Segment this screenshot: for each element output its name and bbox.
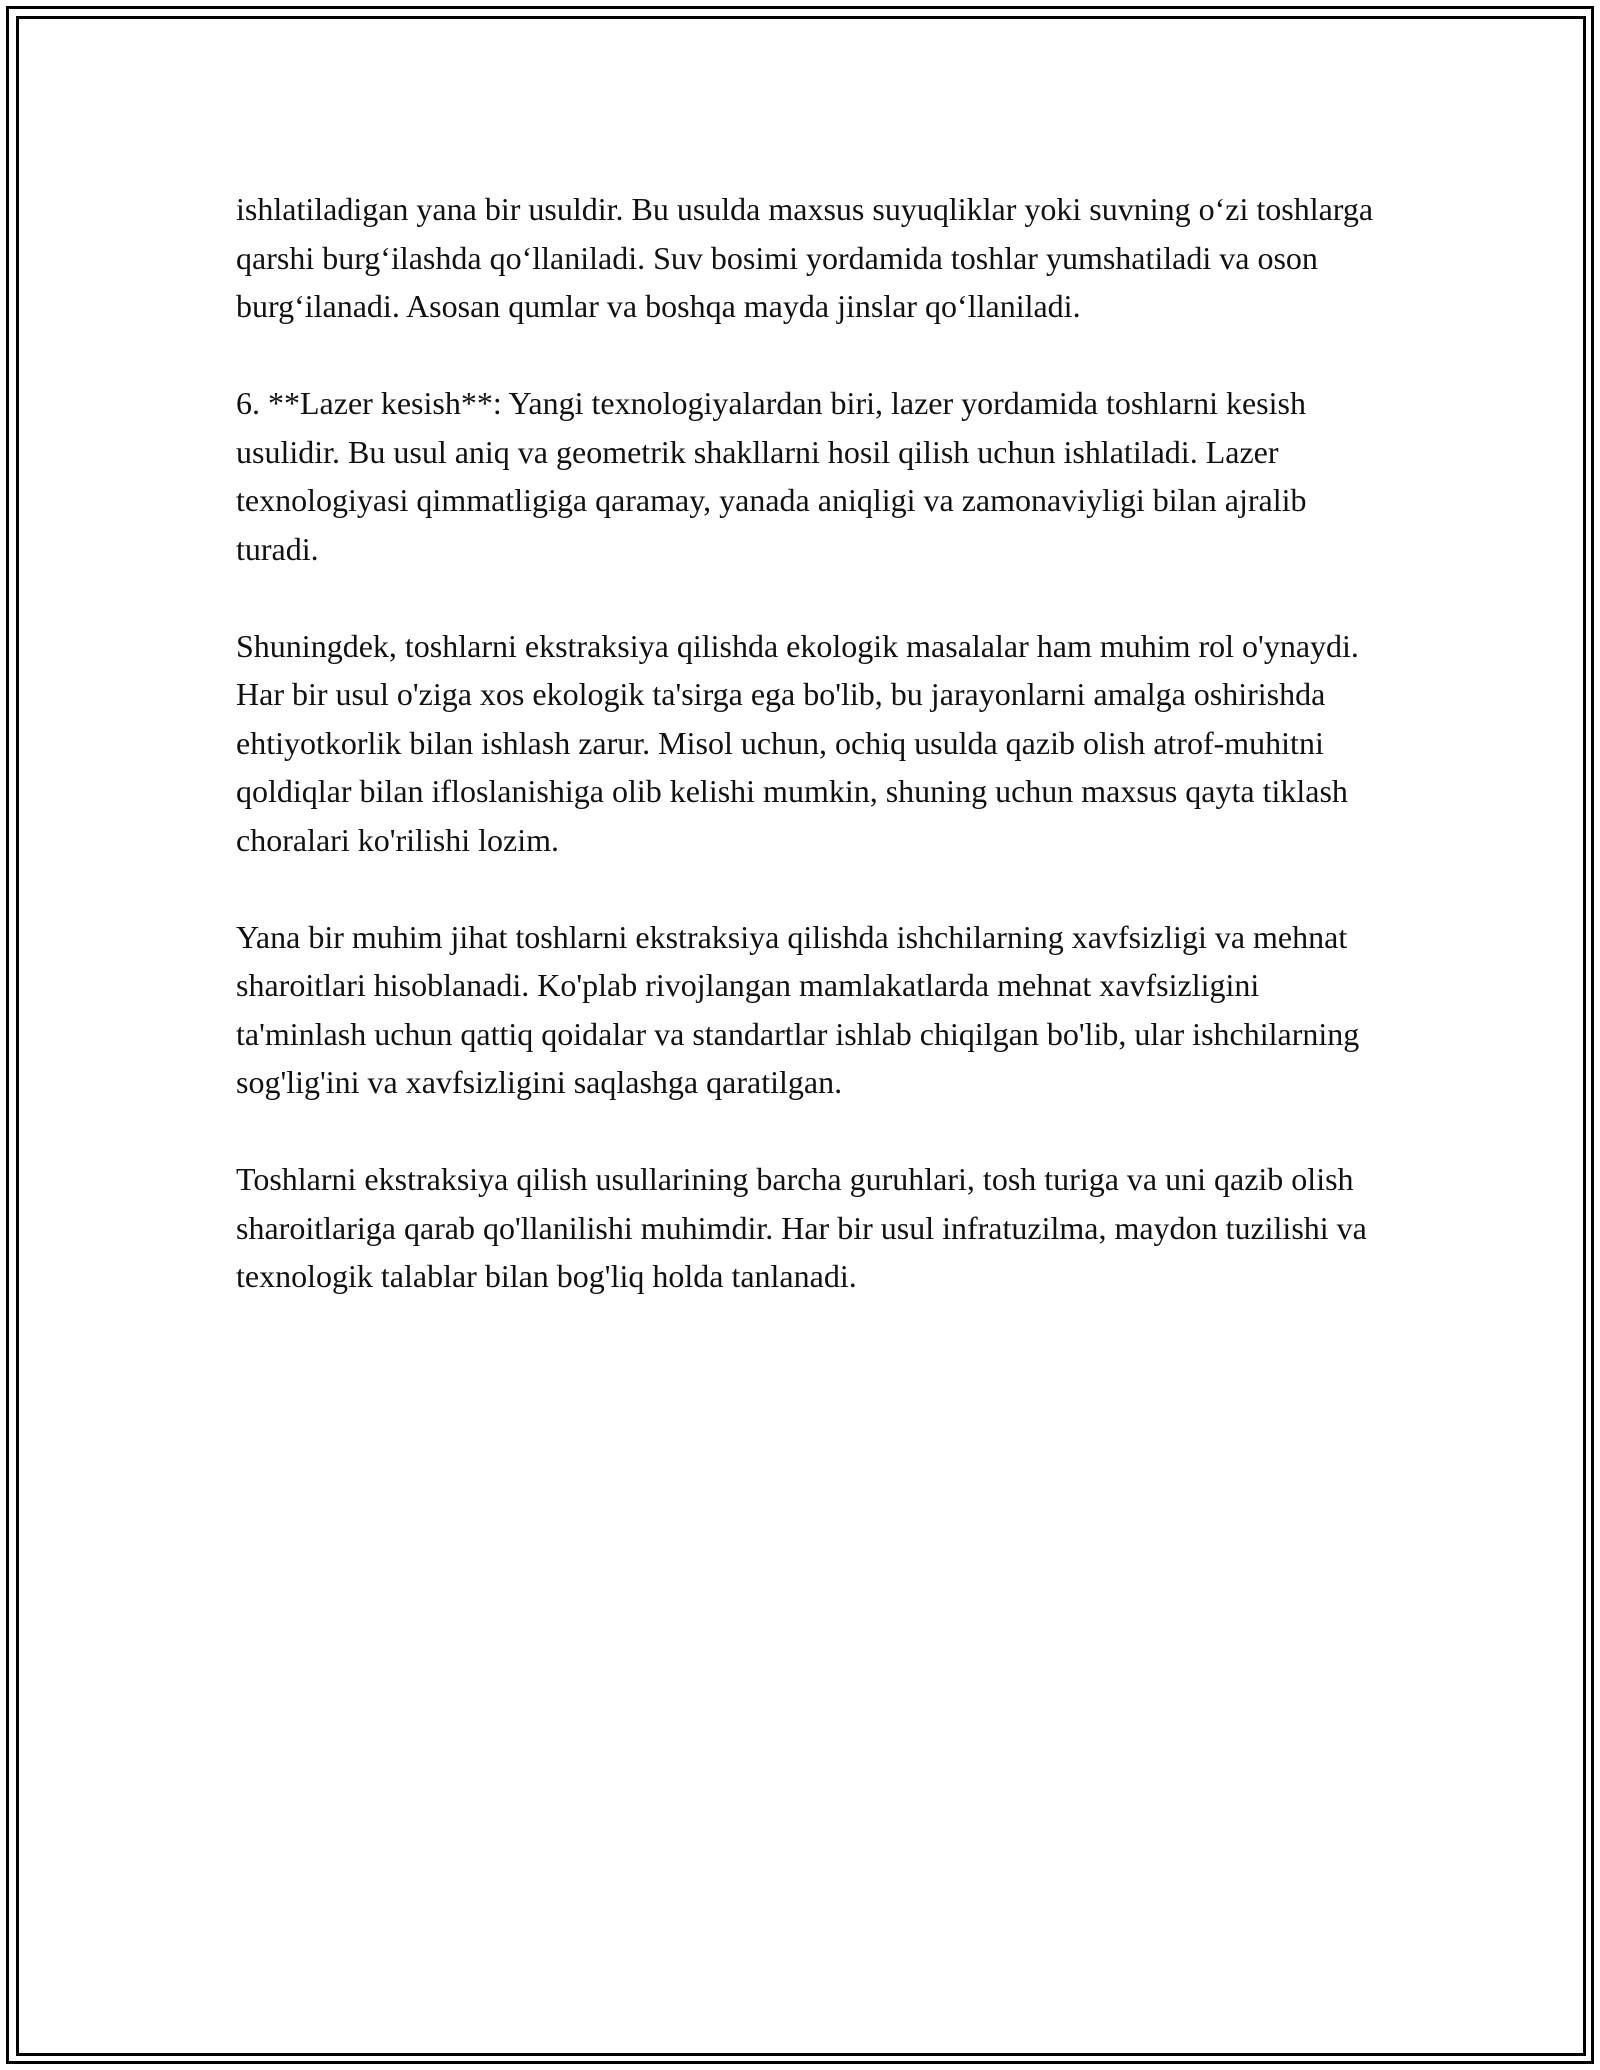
paragraph-laser-cutting: 6. **Lazer kesish**: Yangi texnologiyalardan biri, lazer yordamida toshlarni kesish usulidir. Bu usul aniq va geometrik shakllarni hosil qilish uchun ishlatiladi. Lazer texnologiyasi qimmatligiga qaramay, yanada aniqligi va zamonaviyligi bilan ajralib turadi. [236, 385, 1307, 567]
paragraph-method-selection: Toshlarni ekstraksiya qilish usullarining barcha guruhlari, tosh turiga va uni qazib olish sharoitlariga qarab qo'llanilishi muhimdir. Har bir usul infratuzilma, maydon tuzilishi va texnologik talablar bilan bog'liq holda tanlanadi. [236, 1161, 1367, 1294]
paragraph-water-drilling: ishlatiladigan yana bir usuldir. Bu usulda maxsus suyuqliklar yoki suvning o‘zi toshlarga qarshi burg‘ilashda qo‘llaniladi. Suv bosimi yordamida toshlar yumshatiladi va oson burg‘ilanadi. Asosan qumlar va boshqa mayda jinslar qo‘llaniladi. [236, 191, 1374, 324]
document-body [236, 185, 1381, 1349]
paragraph-ecological-issues: Shuningdek, toshlarni ekstraksiya qilishda ekologik masalalar ham muhim rol o'ynaydi. Har bir usul o'ziga xos ekologik ta'sirga ega bo'lib, bu jarayonlarni amalga oshirishda ehtiyotkorlik bilan ishlash zarur. Misol uchun, ochiq usulda qazib olish atrof-muhitni qoldiqlar bilan ifloslanishiga olib kelishi mumkin, shuning uchun maxsus qayta tiklash choralari ko'rilishi lozim. [236, 627, 1359, 858]
paragraph-worker-safety: Yana bir muhim jihat toshlarni ekstraksiya qilishda ishchilarning xavfsizligi va mehnat sharoitlari hisoblanadi. Ko'plab rivojlangan mamlakatlarda mehnat xavfsizligini ta'minlash uchun qattiq qoidalar va standartlar ishlab chiqilgan bo'lib, ular ishchilarning sog'lig'ini va xavfsizligini saqlashga qaratilgan. [236, 918, 1360, 1100]
